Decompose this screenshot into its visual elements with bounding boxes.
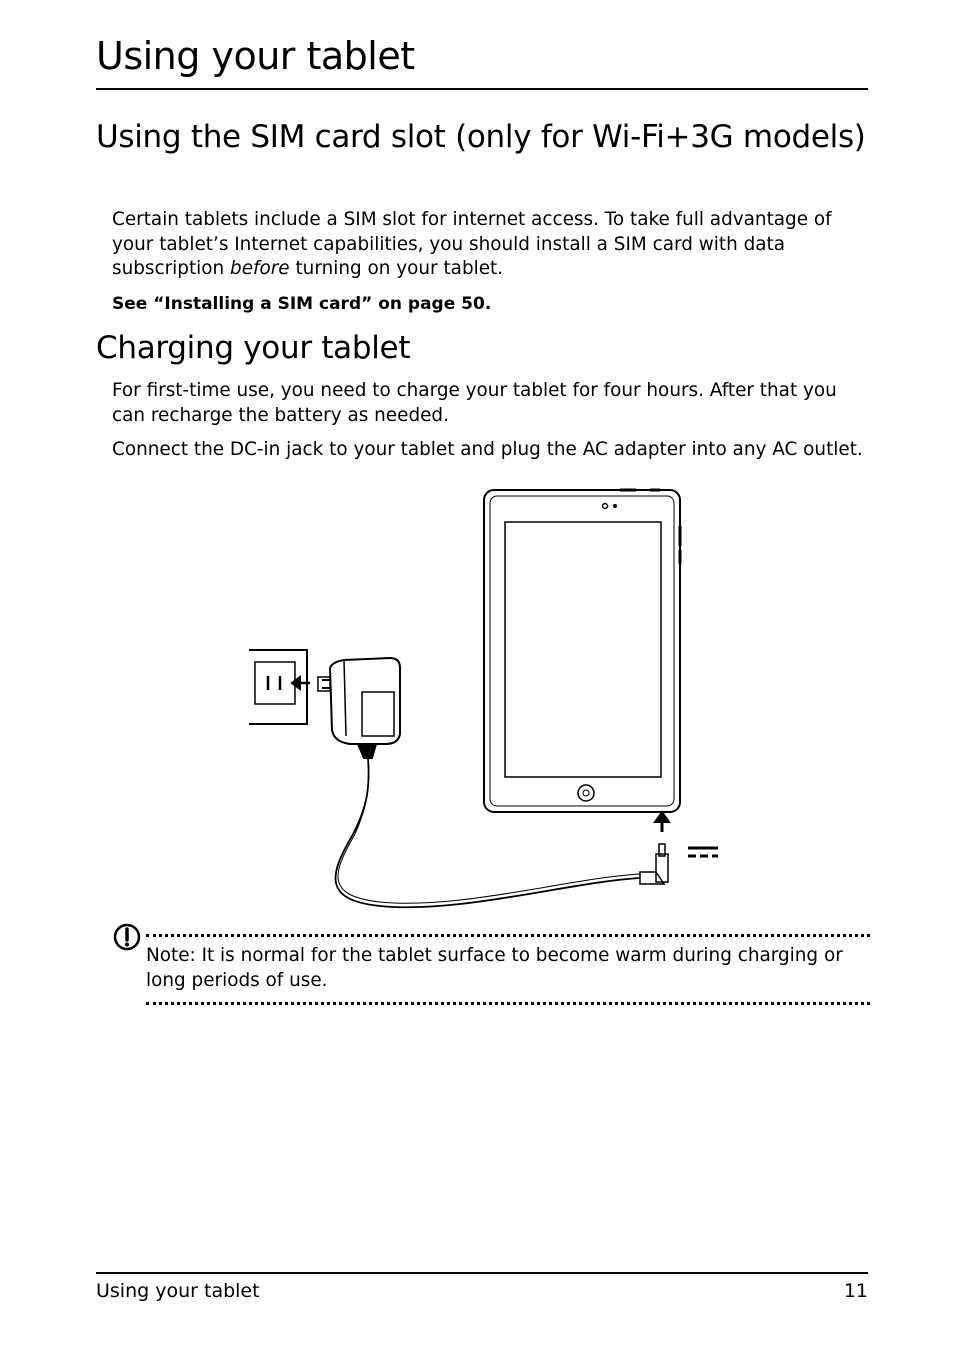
note-body: It is normal for the tablet surface to become warm during charging or long periods of use. — [146, 945, 843, 991]
sim-paragraph — [112, 208, 872, 282]
charging-illustration — [240, 486, 730, 912]
dc-symbol-icon — [688, 848, 718, 856]
note-text — [146, 944, 872, 993]
sim-paragraph-part-3: turning on your tablet. — [289, 258, 504, 279]
page-number: 11 — [843, 1280, 868, 1302]
footer-section-name: Using your tablet — [96, 1280, 260, 1302]
see-also-link[interactable]: See “Installing a SIM card” on page 50. — [112, 294, 492, 314]
tablet-icon — [484, 490, 680, 812]
note-label: Note: — [146, 945, 196, 966]
charging-paragraph-2: Connect the DC-in jack to your tablet and plug the AC adapter into any AC outlet. — [112, 439, 863, 460]
dc-plug-icon — [640, 812, 669, 884]
note-bottom-divider — [146, 1002, 870, 1005]
section-heading-sim: Using the SIM card slot (only for Wi-Fi+3G models) — [96, 119, 866, 155]
footer-rule — [96, 1272, 868, 1274]
exclamation-circle-icon — [112, 922, 142, 952]
charging-paragraph-1: For first-time use, you need to charge your tablet for four hours. After that you can recharge the battery as needed. — [112, 380, 837, 426]
power-cable — [336, 758, 640, 907]
sim-paragraph-emphasis: before — [230, 258, 290, 279]
page-title: Using your tablet — [96, 28, 868, 90]
ac-adapter-icon — [318, 658, 400, 758]
sim-paragraph-part-1: Certain tablets include a SIM slot for internet access. To take full advantage of your tablet’s Internet capabilities, you should install a SIM card with data subscription — [112, 209, 832, 279]
section-heading-charging: Charging your tablet — [96, 330, 411, 366]
wall-outlet-icon — [249, 650, 310, 724]
note-top-divider — [146, 934, 870, 937]
note-box — [112, 922, 872, 1012]
